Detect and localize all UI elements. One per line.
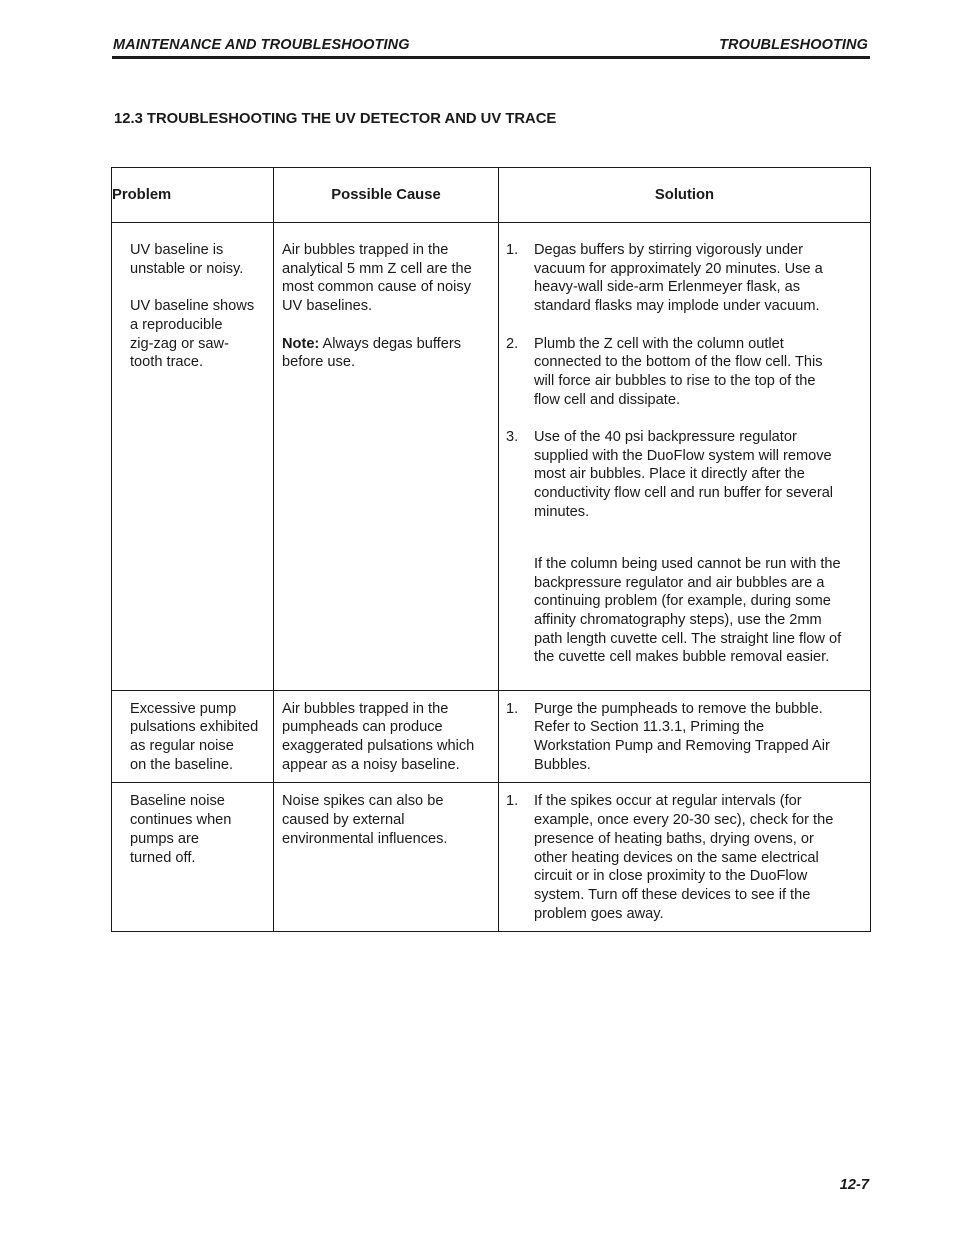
running-header-section: TROUBLESHOOTING: [719, 37, 868, 53]
column-header-possible-cause: Possible Cause: [274, 168, 499, 223]
solution-step: [506, 241, 868, 316]
solution-cell: [499, 223, 871, 691]
solution-step: [506, 428, 868, 522]
table-row: [112, 690, 871, 783]
running-header-chapter: MAINTENANCE AND TROUBLESHOOTING: [113, 37, 410, 53]
cause-cell: [274, 783, 499, 932]
solution-step: [506, 700, 868, 775]
step-number: 3.: [506, 429, 519, 445]
step-text: Purge the pumpheads to remove the bubble. Refer to Section 11.3.1, Priming the Workstation Pump and Removing Trapped Air Bubbles.: [534, 700, 830, 773]
page-number: 12-7: [839, 1177, 869, 1193]
step-text: Degas buffers by stirring vigorously under vacuum for approximately 20 minutes. Use a heavy-wall side-arm Erlenmeyer flask, as standard flasks may implode under vacuum.: [534, 242, 823, 315]
problem-text: UV baseline is unstable or noisy.: [130, 242, 244, 277]
step-text: Plumb the Z cell with the column outlet connected to the bottom of the flow cell. This will force air bubbles to rise to the top of the flow cell and dissipate.: [534, 335, 823, 408]
column-header-problem: Problem: [112, 168, 274, 223]
note-label: Note:: [282, 335, 320, 352]
solution-note: If the column being used cannot be run with the backpressure regulator and air bubbles are a continuing problem (for example, during some affinity chromatography steps), use the 2mm path length cuvette cell. The straight line flow of the cuvette cell makes bubble removal easier.: [534, 555, 842, 666]
table-row: [112, 223, 871, 691]
note-text: Always degas buffers before use.: [282, 335, 461, 371]
step-number: 1.: [506, 700, 519, 717]
problem-cell: [112, 690, 274, 783]
step-text: If the spikes occur at regular intervals (for example, once every 20-30 sec), check for the presence of heating baths, drying ovens, or other heating devices on the same electrical circuit or in close proximity to the DuoFlow system. Turn off these devices to see if the problem goes away.: [534, 793, 834, 922]
cause-cell: [274, 223, 499, 691]
troubleshooting-table: [111, 167, 871, 932]
problem-cell: [112, 783, 274, 932]
section-title: 12.3 TROUBLESHOOTING THE UV DETECTOR AND UV TRACE: [114, 111, 557, 127]
step-text: Use of the 40 psi backpressure regulator supplied with the DuoFlow system will remove most air bubbles. Place it directly after the conductivity flow cell and run buffer for several minutes.: [534, 429, 834, 520]
step-number: 1.: [506, 793, 519, 810]
cause-note: [282, 335, 494, 372]
cause-text: Air bubbles trapped in the pumpheads can produce exaggerated pulsations which appear as a noisy baseline.: [282, 700, 475, 773]
step-number: 1.: [506, 242, 519, 258]
cause-text: Noise spikes can also be caused by external environmental influences.: [282, 793, 448, 847]
header-rule: [112, 56, 870, 59]
solution-step: [506, 335, 868, 410]
solution-step: [506, 792, 868, 923]
cause-text: Air bubbles trapped in the analytical 5 mm Z cell are the most common cause of noisy UV baselines.: [282, 242, 472, 315]
problem-text: Baseline noise continues when pumps are turned off.: [130, 793, 232, 866]
table-row: [112, 783, 871, 932]
problem-cell: [112, 223, 274, 691]
solution-cell: [499, 690, 871, 783]
problem-text: Excessive pump pulsations exhibited as regular noise on the baseline.: [130, 700, 259, 773]
column-header-solution: Solution: [499, 168, 871, 223]
step-number: 2.: [506, 335, 519, 352]
solution-cell: [499, 783, 871, 932]
problem-text: UV baseline shows a reproducible zig-zag or saw- tooth trace.: [130, 298, 255, 371]
table-header-row: [112, 168, 871, 223]
cause-cell: [274, 690, 499, 783]
